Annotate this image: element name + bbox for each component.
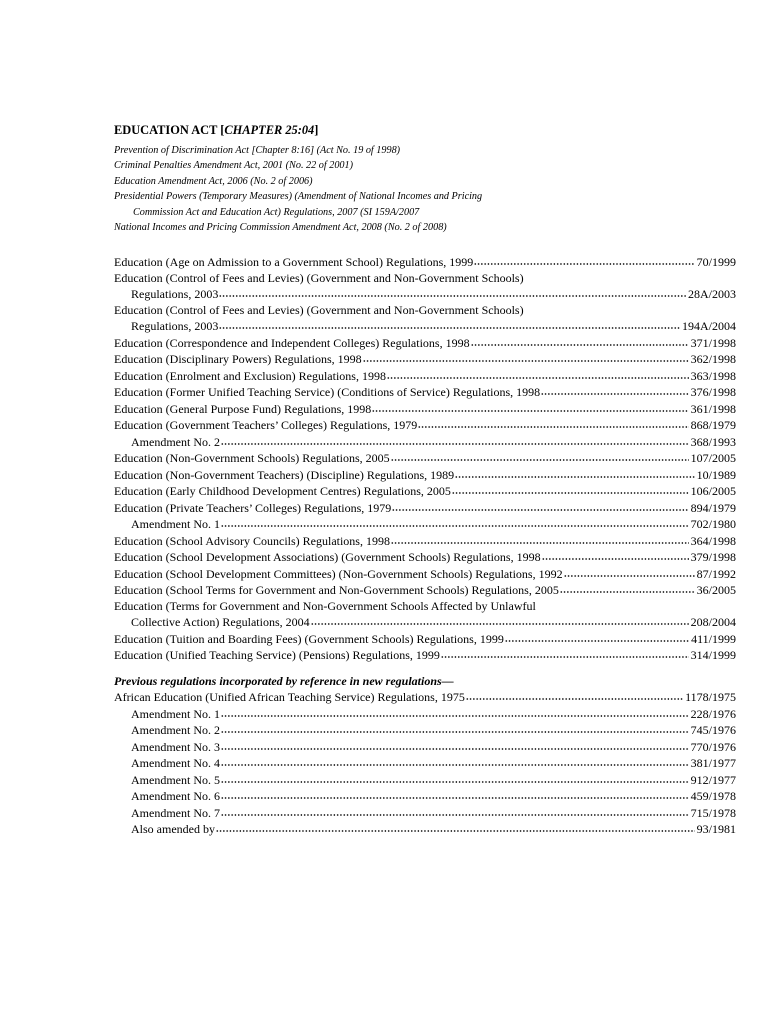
regulation-title: Amendment No. 2 bbox=[131, 434, 220, 449]
regulation-reference: 194A/2004 bbox=[682, 319, 736, 334]
regulation-title-line: Education (Control of Fees and Levies) (Government and Non-Government Schools) bbox=[114, 302, 524, 317]
amending-act-continuation: Commission Act and Education Act) Regulations, 2007 (SI 159A/2007 bbox=[133, 206, 420, 218]
regulation-title: Amendment No. 5 bbox=[131, 772, 220, 787]
amending-act: Criminal Penalties Amendment Act, 2001 (No. 22 of 2001) bbox=[114, 160, 354, 172]
dot-leader bbox=[219, 286, 686, 298]
regulation-title: African Education (Unified African Teaching Service) Regulations, 1975 bbox=[114, 690, 465, 705]
regulation-entry bbox=[114, 706, 736, 723]
regulation-reference: 868/1979 bbox=[690, 418, 736, 433]
regulation-title: Education (Former Unified Teaching Service) (Conditions of Service) Regulations, 1998 bbox=[114, 385, 541, 400]
regulation-reference: 93/1981 bbox=[696, 822, 736, 837]
regulation-title: Education (Private Teachers’ Colleges) Regulations, 1979 bbox=[114, 500, 392, 515]
regulation-title: Amendment No. 1 bbox=[131, 517, 220, 532]
dot-leader bbox=[221, 788, 689, 800]
dot-leader bbox=[505, 631, 689, 643]
dot-leader bbox=[221, 706, 689, 718]
regulation-entry bbox=[114, 631, 736, 648]
regulation-reference: 36/2005 bbox=[696, 583, 736, 598]
regulation-entry bbox=[114, 318, 736, 335]
document-content bbox=[114, 121, 736, 838]
act-title-suffix: ] bbox=[314, 123, 319, 137]
dot-leader bbox=[363, 351, 689, 363]
regulation-reference: 87/1992 bbox=[696, 566, 736, 581]
regulation-reference: 107/2005 bbox=[690, 451, 736, 466]
dot-leader bbox=[221, 755, 689, 767]
regulation-entry bbox=[114, 788, 736, 805]
regulation-title: Education (Unified Teaching Service) (Pensions) Regulations, 1999 bbox=[114, 648, 440, 663]
regulation-reference: 376/1998 bbox=[690, 385, 736, 400]
dot-leader bbox=[387, 368, 689, 380]
regulation-reference: 228/1976 bbox=[690, 706, 736, 721]
regulation-title: Amendment No. 4 bbox=[131, 756, 220, 771]
regulation-reference: 702/1980 bbox=[690, 517, 736, 532]
regulation-reference: 363/1998 bbox=[690, 368, 736, 383]
regulations-list bbox=[114, 254, 736, 664]
regulation-title: Amendment No. 1 bbox=[131, 706, 220, 721]
regulation-entry bbox=[114, 254, 736, 271]
regulation-title: Education (School Development Associations) (Government Schools) Regulations, 1998 bbox=[114, 550, 541, 565]
regulation-reference: 314/1999 bbox=[690, 648, 736, 663]
regulation-title: Also amended by bbox=[131, 822, 215, 837]
regulation-entry bbox=[114, 335, 736, 352]
regulation-title: Education (Correspondence and Independent Colleges) Regulations, 1998 bbox=[114, 335, 470, 350]
regulation-title: Education (School Development Committees) (Non-Government Schools) Regulations, 1992 bbox=[114, 566, 563, 581]
dot-leader bbox=[221, 722, 689, 734]
regulation-reference: 715/1978 bbox=[690, 805, 736, 820]
regulation-title-line: Education (Control of Fees and Levies) (Government and Non-Government Schools) bbox=[114, 270, 524, 285]
regulation-reference: 106/2005 bbox=[690, 484, 736, 499]
previous-regulations-heading: Previous regulations incorporated by reference in new regulations— bbox=[114, 673, 454, 688]
regulation-title: Education (General Purpose Fund) Regulations, 1998 bbox=[114, 401, 372, 416]
regulation-entry bbox=[114, 722, 736, 739]
regulation-entry bbox=[114, 368, 736, 385]
regulation-entry bbox=[114, 286, 736, 303]
dot-leader bbox=[564, 566, 695, 578]
dot-leader bbox=[221, 516, 689, 528]
regulation-entry bbox=[114, 351, 736, 368]
dot-leader bbox=[455, 467, 694, 479]
regulation-entry bbox=[114, 549, 736, 566]
dot-leader bbox=[542, 549, 689, 561]
amending-act: Prevention of Discrimination Act [Chapter 8:16] (Act No. 19 of 1998) bbox=[114, 145, 401, 156]
dot-leader bbox=[560, 582, 695, 594]
amending-act: National Incomes and Pricing Commission Amendment Act, 2008 (No. 2 of 2008) bbox=[114, 222, 447, 234]
regulation-title: Education (Disciplinary Powers) Regulations, 1998 bbox=[114, 352, 362, 367]
regulation-reference: 459/1978 bbox=[690, 789, 736, 804]
regulation-title: Collective Action) Regulations, 2004 bbox=[131, 615, 310, 630]
regulation-entry bbox=[114, 647, 736, 664]
regulation-reference: 362/1998 bbox=[690, 352, 736, 367]
regulation-reference: 912/1977 bbox=[690, 772, 736, 787]
regulation-reference: 208/2004 bbox=[690, 615, 736, 630]
regulation-entry bbox=[114, 434, 736, 451]
regulation-reference: 70/1999 bbox=[696, 255, 736, 270]
dot-leader bbox=[221, 739, 689, 751]
regulation-title: Education (Non-Government Schools) Regulations, 2005 bbox=[114, 451, 390, 466]
regulation-reference: 1178/1975 bbox=[685, 690, 736, 705]
regulation-reference: 894/1979 bbox=[690, 500, 736, 515]
regulation-entry bbox=[114, 500, 736, 517]
amending-acts-list bbox=[114, 143, 736, 235]
regulation-entry bbox=[114, 483, 736, 500]
regulation-entry bbox=[114, 689, 736, 706]
dot-leader bbox=[471, 335, 689, 347]
regulation-reference: 364/1998 bbox=[690, 533, 736, 548]
regulation-entry bbox=[114, 384, 736, 401]
regulation-title: Education (Enrolment and Exclusion) Regulations, 1998 bbox=[114, 368, 386, 383]
regulation-entry bbox=[114, 772, 736, 789]
regulation-reference: 381/1977 bbox=[690, 756, 736, 771]
regulation-entry bbox=[114, 533, 736, 550]
dot-leader bbox=[372, 401, 688, 413]
regulation-entry bbox=[114, 739, 736, 756]
dot-leader bbox=[418, 417, 688, 429]
regulation-title-line: Education (Terms for Government and Non-Government Schools Affected by Unlawful bbox=[114, 598, 536, 613]
regulation-title: Education (School Terms for Government and Non-Government Schools) Regulations, 2005 bbox=[114, 583, 559, 598]
regulation-reference: 379/1998 bbox=[690, 550, 736, 565]
regulation-entry bbox=[114, 401, 736, 418]
previous-regulations-list bbox=[114, 689, 736, 838]
act-title-prefix: EDUCATION ACT [ bbox=[114, 123, 225, 137]
regulation-title: Education (School Advisory Councils) Regulations, 1998 bbox=[114, 533, 390, 548]
regulation-title: Amendment No. 7 bbox=[131, 805, 220, 820]
act-title bbox=[114, 121, 736, 139]
dot-leader bbox=[441, 647, 689, 659]
regulation-title: Education (Government Teachers’ Colleges) Regulations, 1979 bbox=[114, 418, 418, 433]
regulation-entry bbox=[114, 582, 736, 599]
regulation-title: Amendment No. 2 bbox=[131, 723, 220, 738]
regulation-title: Regulations, 2003 bbox=[131, 287, 219, 302]
regulation-title: Education (Non-Government Teachers) (Discipline) Regulations, 1989 bbox=[114, 467, 455, 482]
amending-act: Education Amendment Act, 2006 (No. 2 of 2006) bbox=[114, 175, 313, 187]
regulation-reference: 770/1976 bbox=[690, 739, 736, 754]
regulation-title: Amendment No. 3 bbox=[131, 739, 220, 754]
regulation-title: Education (Tuition and Boarding Fees) (Government Schools) Regulations, 1999 bbox=[114, 631, 504, 646]
dot-leader bbox=[391, 450, 689, 462]
regulation-title: Education (Age on Admission to a Government School) Regulations, 1999 bbox=[114, 255, 474, 270]
regulation-entry bbox=[114, 417, 736, 434]
regulation-entry bbox=[114, 516, 736, 533]
regulation-reference: 411/1999 bbox=[691, 631, 736, 646]
dot-leader bbox=[216, 821, 695, 833]
regulation-entry bbox=[114, 450, 736, 467]
dot-leader bbox=[466, 689, 683, 701]
amending-act: Presidential Powers (Temporary Measures) (Amendment of National Incomes and Pricing bbox=[114, 191, 483, 203]
dot-leader bbox=[221, 434, 689, 446]
regulation-title: Education (Early Childhood Development Centres) Regulations, 2005 bbox=[114, 484, 451, 499]
dot-leader bbox=[221, 772, 689, 784]
regulation-entry bbox=[114, 614, 736, 631]
dot-leader bbox=[474, 254, 694, 266]
regulation-entry bbox=[114, 755, 736, 772]
regulation-title: Amendment No. 6 bbox=[131, 789, 220, 804]
dot-leader bbox=[452, 483, 689, 495]
regulation-reference: 361/1998 bbox=[690, 401, 736, 416]
dot-leader bbox=[541, 384, 688, 396]
previous-regulations-section bbox=[114, 674, 736, 838]
dot-leader bbox=[219, 318, 680, 330]
dot-leader bbox=[391, 533, 689, 545]
regulation-reference: 28A/2003 bbox=[688, 287, 736, 302]
regulation-reference: 745/1976 bbox=[690, 723, 736, 738]
regulation-title: Regulations, 2003 bbox=[131, 319, 219, 334]
regulation-reference: 368/1993 bbox=[690, 434, 736, 449]
dot-leader bbox=[311, 614, 689, 626]
act-chapter: CHAPTER 25:04 bbox=[224, 123, 315, 137]
regulation-entry bbox=[114, 805, 736, 822]
regulation-entry bbox=[114, 821, 736, 838]
regulation-entry bbox=[114, 467, 736, 484]
regulation-reference: 10/1989 bbox=[696, 467, 736, 482]
regulation-reference: 371/1998 bbox=[690, 335, 736, 350]
dot-leader bbox=[221, 805, 689, 817]
regulation-entry bbox=[114, 566, 736, 583]
dot-leader bbox=[392, 500, 688, 512]
